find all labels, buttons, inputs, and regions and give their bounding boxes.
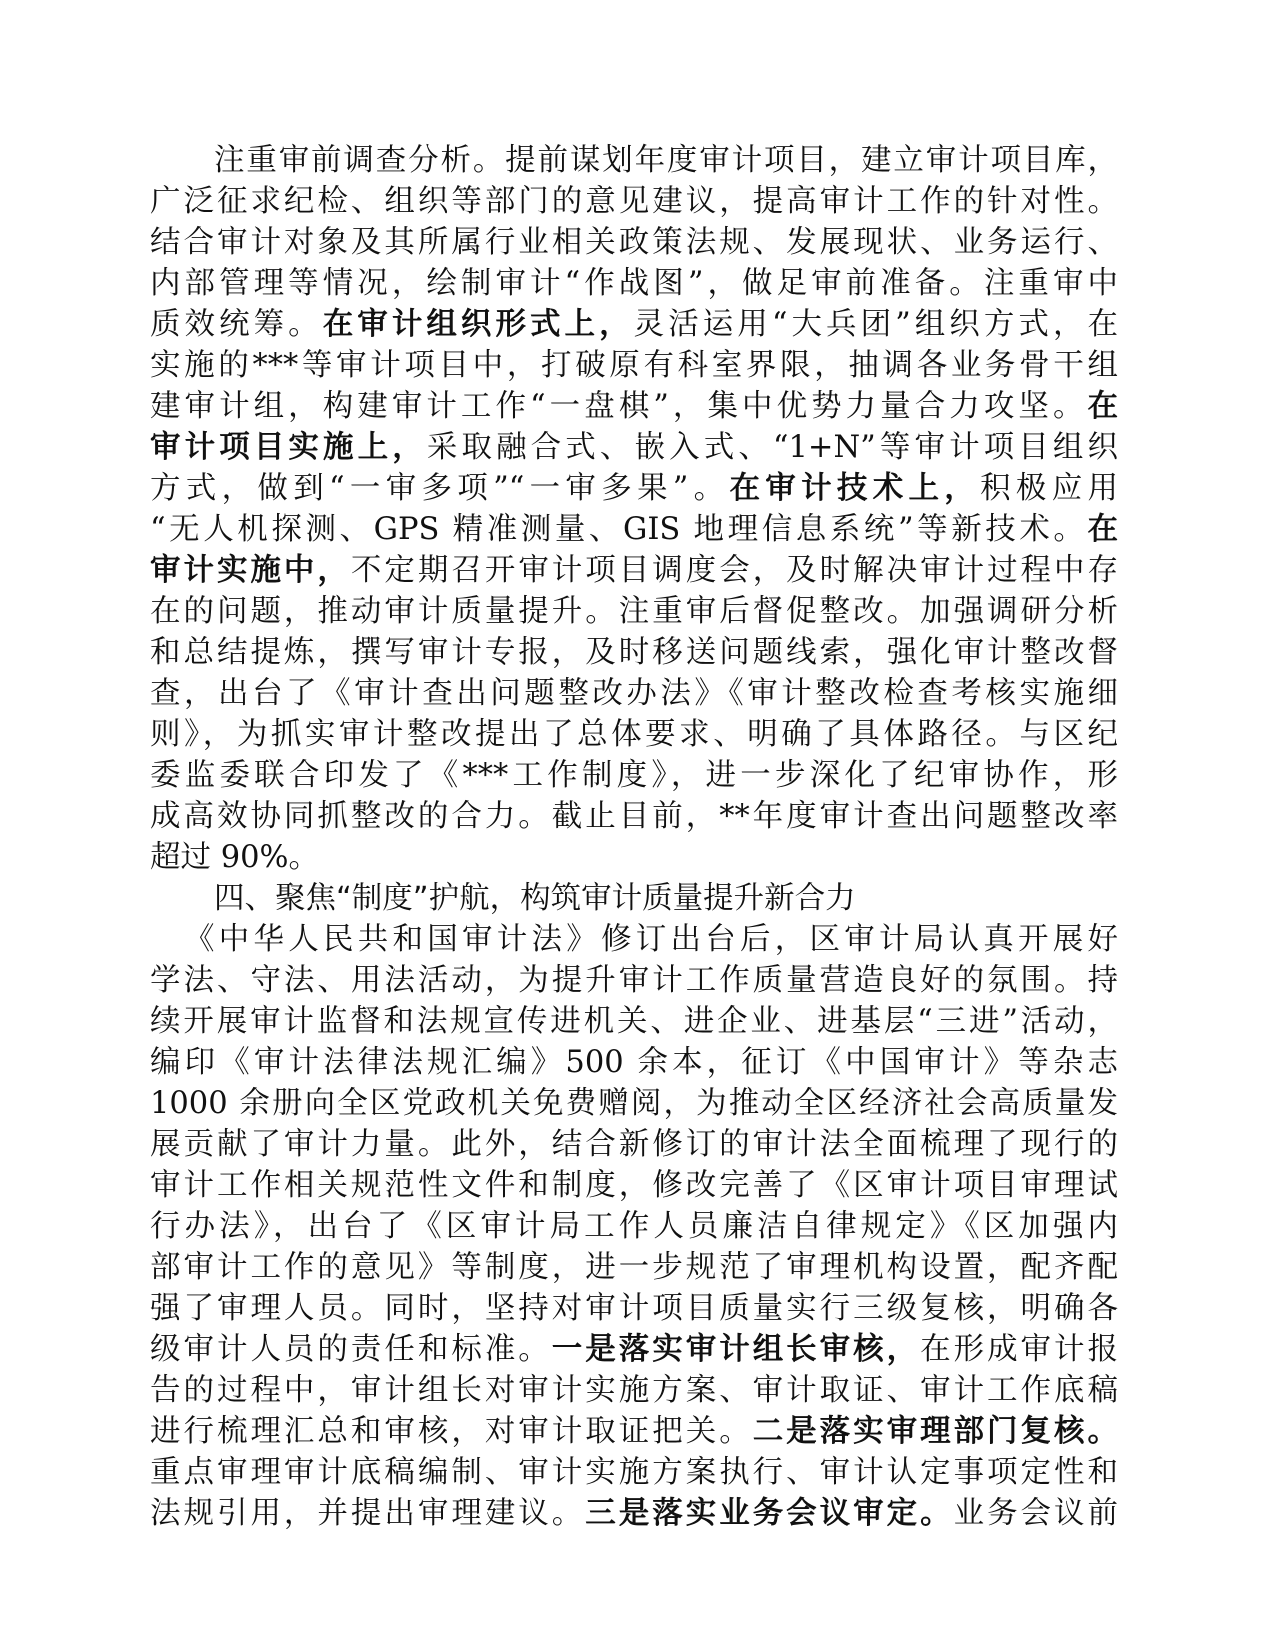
text-line-3: 结合审计对象及其所属行业相关政策法规、发展现状、业务运行、: [150, 225, 1118, 260]
text-line-6: 实施的***等审计项目中，打破原有科室界限，抽调各业务骨干组: [150, 348, 1118, 383]
text-line-18: 超过 90%。: [150, 840, 319, 875]
text-line-16: 委监委联合印发了《***工作制度》，进一步深化了纪审协作，形: [150, 758, 1118, 793]
text-line-28: 部审计工作的意见》等制度，进一步规范了审理机构设置，配齐配: [150, 1250, 1118, 1285]
text-line-17: 成高效协同抓整改的合力。截止目前，**年度审计查出问题整改率: [150, 799, 1118, 834]
text-line-15: 则》，为抓实审计整改提出了总体要求、明确了具体路径。与区纪: [150, 717, 1118, 752]
text-line-4: 内部管理等情况，绘制审计“作战图”，做足审前准备。注重审中: [150, 266, 1118, 301]
text-line-22: 续开展审计监督和法规宣传进机关、进企业、进基层“三进”活动，: [150, 1004, 1118, 1039]
bold-phrase: 一是落实审计组长审核，: [551, 1331, 921, 1367]
text-line-29: 强了审理人员。同时，坚持对审计项目质量实行三级复核，明确各: [150, 1291, 1118, 1326]
text-line-26: 审计工作相关规范性文件和制度，修改完善了《区审计项目审理试: [150, 1168, 1118, 1203]
text-line-11: 审计实施中，不定期召开审计项目调度会，及时解决审计过程中存: [150, 552, 1118, 588]
bold-phrase: 二是落实审理部门复核。: [752, 1413, 1118, 1449]
bold-phrase: 三是落实业务会议审定。: [585, 1495, 954, 1531]
bold-phrase: 审计实施中，: [150, 552, 351, 588]
bold-phrase: 审计项目实施上，: [150, 429, 427, 465]
text-line-5: 质效统筹。在审计组织形式上，灵活运用“大兵团”组织方式，在: [150, 306, 1118, 342]
bold-phrase: 在审计技术上，: [729, 470, 981, 506]
text-line-24: 1000 余册向全区党政机关免费赠阅，为推动全区经济社会高质量发: [150, 1086, 1118, 1121]
bold-phrase: 在: [1087, 388, 1118, 424]
text-line-25: 展贡献了审计力量。此外，结合新修订的审计法全面梳理了现行的: [150, 1127, 1118, 1162]
document-page: [150, 140, 1118, 1534]
text-line-34: 法规引用，并提出审理建议。三是落实业务会议审定。业务会议前: [150, 1495, 1118, 1531]
text-line-21: 学法、守法、用法活动，为提升审计工作质量营造良好的氛围。持: [150, 963, 1118, 998]
text-line-23: 编印《审计法律法规汇编》500 余本，征订《中国审计》等杂志: [150, 1045, 1118, 1080]
text-line-8: 审计项目实施上，采取融合式、嵌入式、“1+N”等审计项目组织: [150, 429, 1118, 465]
text-line-13: 和总结提炼，撰写审计专报，及时移送问题线索，强化审计整改督: [150, 635, 1118, 670]
text-line-20: 《中华人民共和国审计法》修订出台后，区审计局认真开展好: [184, 922, 1118, 957]
text-line-7: 建审计组，构建审计工作“一盘棋”，集中优势力量合力攻坚。在: [150, 388, 1118, 424]
text-line-2: 广泛征求纪检、组织等部门的意见建议，提高审计工作的针对性。: [150, 184, 1118, 219]
text-line-14: 查，出台了《审计查出问题整改办法》《审计整改检查考核实施细: [150, 676, 1118, 711]
text-line-1: 注重审前调查分析。提前谋划年度审计项目，建立审计项目库，: [214, 143, 1118, 178]
bold-phrase: 在: [1087, 511, 1118, 547]
text-line-27: 行办法》，出台了《区审计局工作人员廉洁自律规定》《区加强内: [150, 1209, 1118, 1244]
text-line-12: 在的问题，推动审计质量提升。注重审后督促整改。加强调研分析: [150, 594, 1118, 629]
bold-phrase: 在审计组织形式上，: [322, 306, 634, 342]
text-line-31: 告的过程中，审计组长对审计实施方案、审计取证、审计工作底稿: [150, 1373, 1118, 1408]
section-heading: 四、聚焦“制度”护航，构筑审计质量提升新合力: [214, 881, 856, 916]
text-line-30: 级审计人员的责任和标准。一是落实审计组长审核，在形成审计报: [150, 1331, 1118, 1367]
text-line-33: 重点审理审计底稿编制、审计实施方案执行、审计认定事项定性和: [150, 1455, 1118, 1490]
text-line-10: “无人机探测、GPS 精准测量、GIS 地理信息系统”等新技术。在: [150, 511, 1118, 547]
text-line-32: 进行梳理汇总和审核，对审计取证把关。二是落实审理部门复核。: [150, 1413, 1118, 1449]
text-line-9: 方式，做到“一审多项”“一审多果”。在审计技术上，积极应用: [150, 470, 1118, 506]
